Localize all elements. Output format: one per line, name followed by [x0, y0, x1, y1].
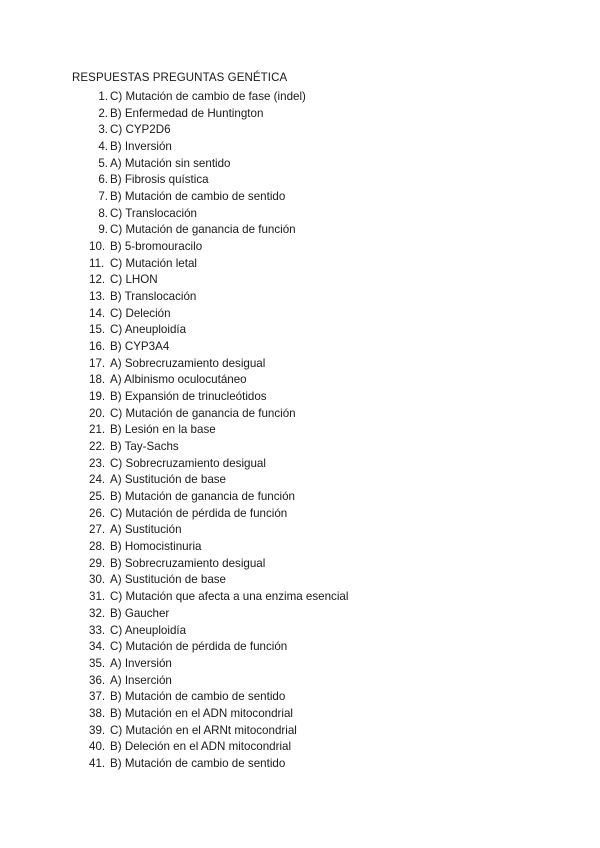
answer-item	[72, 372, 348, 389]
answer-text: C) CYP2D6	[110, 123, 171, 137]
answer-item	[72, 406, 348, 423]
answer-number: 33.	[89, 623, 106, 637]
answer-text: A) Sustitución de base	[110, 573, 227, 587]
answer-text: C) Mutación de ganancia de función	[110, 406, 296, 420]
answer-text: B) Lesión en la base	[110, 423, 216, 437]
answer-item	[72, 739, 348, 756]
answer-item	[72, 222, 348, 239]
answer-number: 34.	[89, 640, 106, 654]
answer-text: A) Mutación sin sentido	[110, 156, 231, 170]
answer-number: 15.	[89, 323, 106, 337]
answer-number: 2.	[98, 106, 108, 120]
answer-item	[72, 656, 348, 673]
answer-number: 41.	[89, 756, 106, 770]
answer-item	[72, 556, 348, 573]
answer-number: 28.	[89, 540, 106, 554]
answer-text: B) Tay-Sachs	[110, 440, 179, 454]
answer-number: 40.	[89, 740, 106, 754]
answer-text: B) Deleción en el ADN mitocondrial	[110, 740, 292, 754]
answer-item	[72, 422, 348, 439]
answer-text: C) Aneuploidía	[110, 623, 187, 637]
answer-number: 9.	[98, 223, 108, 237]
answer-text: A) Inversión	[110, 656, 172, 670]
answer-number: 30.	[89, 573, 106, 587]
answer-text: A) Sobrecruzamiento desigual	[110, 356, 266, 370]
answer-number: 13.	[89, 290, 106, 304]
answer-number: 35.	[89, 656, 106, 670]
answer-item	[72, 489, 348, 506]
answer-item	[72, 572, 348, 589]
answer-item	[72, 706, 348, 723]
answer-text: B) Gaucher	[110, 606, 170, 620]
answer-text: C) LHON	[110, 273, 158, 287]
answer-item	[72, 522, 348, 539]
answer-text: C) Aneuploidía	[110, 323, 187, 337]
answer-number: 3.	[98, 123, 108, 137]
answer-number: 5.	[98, 156, 108, 170]
answer-text: B) Mutación de ganancia de función	[110, 490, 295, 504]
answer-number: 19.	[89, 390, 106, 404]
answer-number: 24.	[89, 473, 106, 487]
answer-number: 17.	[89, 356, 106, 370]
answer-number: 14.	[89, 306, 106, 320]
answer-text: B) Sobrecruzamiento desigual	[110, 556, 266, 570]
answer-text: B) Expansión de trinucleótidos	[110, 390, 267, 404]
answer-number: 4.	[98, 140, 108, 154]
answer-text: B) Enfermedad de Huntington	[110, 106, 264, 120]
answer-item	[72, 456, 348, 473]
answer-item	[72, 673, 348, 690]
answer-number: 16.	[89, 340, 106, 354]
answer-text: C) Mutación de cambio de fase (indel)	[110, 90, 306, 103]
document-title: RESPUESTAS PREGUNTAS GENÉTICA	[72, 72, 288, 84]
answer-item	[72, 356, 348, 373]
answer-item	[72, 472, 348, 489]
answer-item	[72, 322, 348, 339]
answer-item	[72, 506, 348, 523]
answer-text: A) Sustitución	[110, 523, 182, 537]
answer-number: 25.	[89, 490, 106, 504]
answer-item	[72, 156, 348, 173]
answer-text: B) Mutación de cambio de sentido	[110, 756, 286, 770]
answer-text: B) Homocistinuria	[110, 540, 202, 554]
answer-text: B) Mutación de cambio de sentido	[110, 190, 286, 204]
answer-text: A) Albinismo oculocutáneo	[110, 373, 247, 387]
answer-number: 31.	[89, 590, 106, 604]
answer-text: C) Mutación de pérdida de función	[110, 640, 288, 654]
answer-text: B) 5-bromouracilo	[110, 240, 203, 254]
answer-number: 39.	[89, 723, 106, 737]
answer-item	[72, 139, 348, 156]
answer-text: C) Sobrecruzamiento desigual	[110, 456, 266, 470]
answer-text: A) Inserción	[110, 673, 172, 687]
answer-item	[72, 239, 348, 256]
answer-number: 26.	[89, 506, 106, 520]
answer-item	[72, 256, 348, 273]
answer-text: B) CYP3A4	[110, 340, 170, 354]
answer-text: C) Translocación	[110, 206, 197, 220]
answer-number: 18.	[89, 373, 106, 387]
answer-item	[72, 539, 348, 556]
answer-number: 27.	[89, 523, 106, 537]
answer-number: 12.	[89, 273, 106, 287]
answer-number: 21.	[89, 423, 106, 437]
answer-number: 23.	[89, 456, 106, 470]
answer-text: C) Mutación de ganancia de función	[110, 223, 296, 237]
answer-number: 38.	[89, 706, 106, 720]
answer-text: B) Inversión	[110, 140, 172, 154]
answer-text: A) Sustitución de base	[110, 473, 227, 487]
answer-item	[72, 272, 348, 289]
answer-item	[72, 689, 348, 706]
answer-text: B) Fibrosis quística	[110, 173, 209, 187]
answer-text: C) Mutación que afecta a una enzima esencial	[110, 590, 349, 604]
answer-text: C) Mutación en el ARNt mitocondrial	[110, 723, 297, 737]
answer-item	[72, 89, 348, 106]
answer-item	[72, 723, 348, 740]
answer-number: 11.	[89, 256, 105, 270]
answer-item	[72, 639, 348, 656]
answer-text: B) Mutación en el ADN mitocondrial	[110, 706, 294, 720]
answer-item	[72, 172, 348, 189]
answer-item	[72, 206, 348, 223]
answer-item	[72, 606, 348, 623]
answer-item	[72, 189, 348, 206]
answer-number: 36.	[89, 673, 106, 687]
answer-item	[72, 439, 348, 456]
answer-number: 1.	[98, 90, 108, 103]
answer-item	[72, 589, 348, 606]
answer-number: 6.	[98, 173, 108, 187]
answer-text: B) Mutación de cambio de sentido	[110, 690, 286, 704]
answer-item	[72, 106, 348, 123]
answer-item	[72, 289, 348, 306]
answer-number: 20.	[89, 406, 106, 420]
answer-list	[72, 89, 348, 773]
answer-item	[72, 122, 348, 139]
answer-number: 22.	[89, 440, 106, 454]
answer-text: C) Deleción	[110, 306, 171, 320]
answer-item	[72, 306, 348, 323]
answer-text: B) Translocación	[110, 290, 197, 304]
answer-number: 32.	[89, 606, 106, 620]
answer-number: 7.	[98, 190, 108, 204]
answer-text: C) Mutación letal	[110, 256, 197, 270]
answer-item	[72, 339, 348, 356]
answer-item	[72, 623, 348, 640]
answer-number: 37.	[89, 690, 106, 704]
answer-item	[72, 389, 348, 406]
answer-item	[72, 756, 348, 773]
answer-number: 8.	[98, 206, 108, 220]
answer-number: 29.	[89, 556, 106, 570]
answer-text: C) Mutación de pérdida de función	[110, 506, 288, 520]
answer-number: 10.	[89, 240, 106, 254]
